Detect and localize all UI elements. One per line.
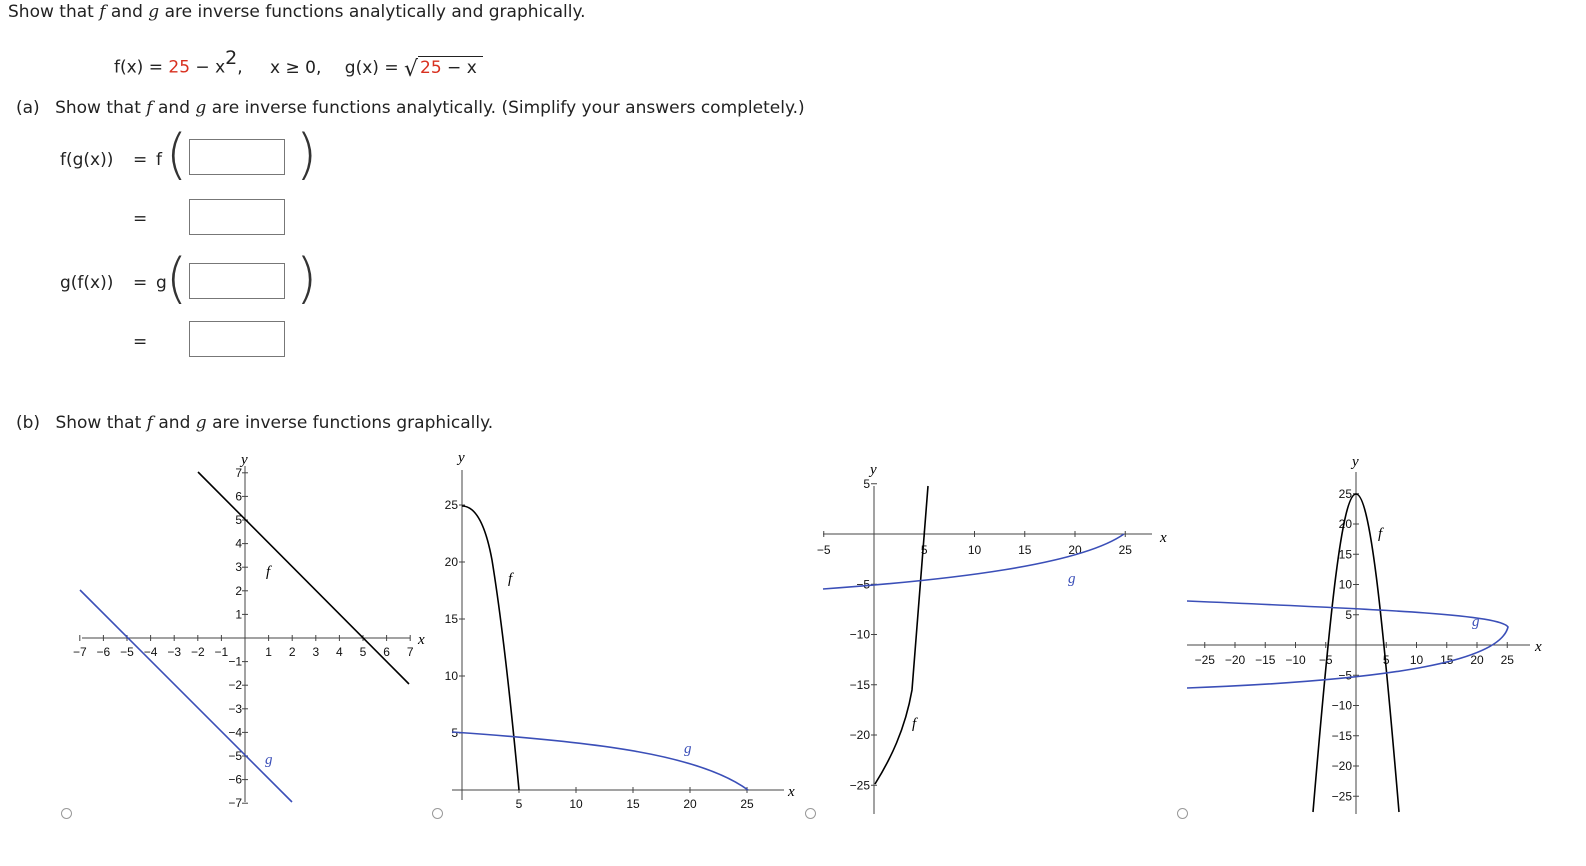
y-tick-label: 7	[235, 465, 242, 480]
open-paren: (	[166, 123, 188, 186]
f-symbol: f	[146, 413, 153, 433]
close-paren: )	[296, 123, 318, 186]
graph4-x-axis-label: x	[1535, 639, 1542, 655]
y-tick-label: 5	[863, 476, 870, 491]
graph-option-1[interactable]	[60, 448, 430, 808]
x-tick-label: 2	[288, 645, 296, 659]
x-tick-label: 10	[967, 543, 982, 557]
g-symbol: g	[195, 413, 207, 433]
equals-sign: =	[133, 332, 148, 352]
question-prompt	[8, 2, 586, 22]
graph2-x-axis-label: x	[788, 784, 795, 800]
g-definition-label: g(x) =	[344, 57, 399, 78]
part-a-label: (a)	[16, 98, 40, 118]
part-a-prompt	[16, 98, 805, 118]
gf-inner-input[interactable]	[189, 263, 285, 299]
part-a-text: Show that	[55, 98, 141, 118]
graph3-y-axis-label: y	[870, 462, 877, 478]
y-tick-label: 5	[1345, 607, 1352, 622]
x-tick-label: −25	[1194, 653, 1215, 667]
x-tick-label: 1	[265, 645, 272, 659]
y-tick-label: −25	[849, 778, 870, 793]
prompt-text: Show that	[8, 2, 94, 22]
f-symbol: f	[99, 2, 106, 22]
and-text: and	[158, 98, 190, 118]
y-tick-label: −5	[856, 577, 870, 592]
x-tick-label: 7	[406, 645, 414, 659]
y-tick-label: 25	[1338, 486, 1352, 501]
x-tick-label: 15	[1018, 543, 1032, 557]
graph4-axes	[1187, 472, 1530, 814]
y-tick-label: 2	[235, 583, 242, 598]
graph3-axes	[823, 486, 1152, 814]
graph1-y-axis-label: y	[241, 452, 248, 468]
x-tick-label: 5	[920, 543, 928, 557]
y-tick-label: −7	[228, 796, 242, 808]
close-paren: )	[296, 247, 318, 310]
and-text: and	[110, 2, 143, 22]
f-rest: − x	[195, 57, 226, 78]
y-tick-label: −3	[228, 701, 242, 716]
fg-label: f(g(x))	[60, 150, 114, 170]
graph3-g-label: g	[1068, 571, 1076, 587]
graph2-x-ticks	[516, 787, 754, 811]
x-tick-label: 5	[359, 645, 367, 659]
gf-label: g(f(x))	[60, 273, 114, 293]
x-tick-label: 10	[1409, 653, 1424, 667]
x-tick-label: 15	[626, 797, 640, 811]
fg-result-input[interactable]	[189, 199, 285, 235]
x-tick-label: 3	[312, 645, 320, 659]
function-definitions	[114, 47, 483, 82]
x-tick-label: 4	[336, 645, 343, 659]
fg-inner-input[interactable]	[189, 139, 285, 175]
x-tick-label: −10	[1285, 653, 1306, 667]
equals-sign: =	[133, 209, 148, 229]
g-symbol: g	[148, 2, 160, 22]
x-tick-label: 25	[1500, 653, 1514, 667]
y-tick-label: −5	[228, 749, 242, 763]
part-a-text-end: are inverse functions analytically. (Simplify your answers completely.)	[211, 98, 805, 118]
y-tick-label: 15	[1338, 547, 1352, 562]
y-tick-label: 20	[444, 555, 458, 569]
y-tick-label: −20	[1331, 759, 1352, 773]
part-b-prompt	[16, 413, 493, 433]
x-tick-label: −1	[214, 645, 229, 659]
graph1-axes	[82, 466, 410, 802]
x-tick-label: −4	[143, 645, 158, 659]
x-tick-label: −5	[120, 645, 134, 659]
graph4-g-label: g	[1472, 614, 1480, 630]
graph3-x-ticks	[817, 531, 1132, 557]
f-exponent: 2	[225, 47, 238, 69]
graph-option-4[interactable]	[1177, 448, 1557, 818]
graph1-f-label: f	[266, 564, 271, 580]
graph3-f-curve	[875, 486, 928, 784]
g-radicand-number: 25	[420, 57, 442, 78]
x-tick-label: 25	[740, 797, 754, 811]
open-paren: (	[166, 247, 188, 310]
y-tick-label: 20	[1338, 517, 1352, 531]
y-tick-label: 10	[444, 669, 458, 683]
f-domain: x ≥ 0,	[270, 57, 322, 78]
graph1-g-label: g	[265, 752, 273, 768]
graph-option-2[interactable]	[432, 448, 804, 818]
y-tick-label: −2	[228, 678, 242, 693]
graph2-y-axis-label: y	[458, 450, 465, 466]
gf-result-input[interactable]	[189, 321, 285, 357]
prompt-end-text: are inverse functions analytically and graphically.	[164, 2, 586, 22]
graph4-x-ticks	[1195, 642, 1515, 667]
graph1-g-line	[80, 590, 292, 802]
part-b-text: Show that	[55, 413, 142, 433]
part-b-text-end: are inverse functions graphically.	[212, 413, 494, 433]
x-tick-label: −20	[1224, 653, 1246, 667]
y-tick-label: 15	[444, 612, 458, 626]
y-tick-label: −15	[849, 677, 870, 692]
x-tick-label: −7	[72, 645, 87, 659]
x-tick-label: −5	[1318, 653, 1333, 667]
equals-sign: =	[133, 150, 148, 170]
y-tick-label: −25	[1331, 789, 1352, 804]
f-symbol: f	[146, 98, 153, 118]
sqrt-icon: √	[403, 56, 418, 82]
graph2-g-curve	[452, 732, 748, 790]
y-tick-label: 25	[444, 498, 458, 512]
graph-option-1-radio[interactable]	[61, 808, 72, 819]
part-b-label: (b)	[16, 413, 41, 433]
x-tick-label: 20	[683, 797, 697, 811]
y-tick-label: 1	[235, 607, 242, 622]
x-tick-label: −6	[96, 645, 111, 659]
x-tick-label: 10	[569, 797, 583, 811]
y-tick-label: −5	[1338, 668, 1352, 683]
graph2-g-label: g	[684, 741, 692, 757]
x-tick-label: 20	[1068, 543, 1082, 557]
f-constant: 25	[168, 57, 191, 78]
y-tick-label: −1	[228, 654, 242, 669]
x-tick-label: 25	[1118, 543, 1132, 557]
graph3-f-label: f	[912, 716, 917, 732]
y-tick-label: −6	[228, 772, 242, 787]
graph-option-3[interactable]	[805, 448, 1177, 818]
graph4-y-axis-label: y	[1352, 454, 1359, 470]
x-tick-label: 5	[1382, 653, 1390, 667]
graph1-x-axis-label: x	[418, 632, 425, 648]
and-text: and	[158, 413, 191, 433]
f-definition-label: f(x) =	[114, 57, 163, 78]
x-tick-label: 5	[515, 797, 523, 811]
y-tick-label: −4	[228, 725, 242, 740]
y-tick-label: −20	[849, 728, 870, 742]
g-symbol: g	[195, 98, 207, 118]
graph3-x-axis-label: x	[1160, 530, 1167, 546]
graph4-f-label: f	[1378, 526, 1383, 542]
x-tick-label: −2	[190, 645, 205, 659]
x-tick-label: −5	[816, 543, 831, 557]
graph2-f-label: f	[508, 571, 513, 587]
y-tick-label: 5	[451, 726, 458, 740]
y-tick-label: 6	[235, 489, 242, 504]
y-tick-label: 3	[235, 560, 242, 575]
y-tick-label: 10	[1338, 577, 1352, 592]
graph3-y-ticks	[850, 477, 877, 793]
y-tick-label: −10	[1331, 698, 1352, 713]
graph1-f-line	[198, 472, 409, 684]
g-radicand	[418, 56, 483, 78]
g-outer-label: g	[156, 273, 167, 293]
x-tick-label: −3	[167, 645, 182, 659]
y-tick-label: −15	[1331, 728, 1352, 743]
comma: ,	[237, 57, 243, 78]
y-tick-label: 4	[235, 536, 242, 551]
y-tick-label: 5	[235, 513, 242, 527]
x-tick-label: 6	[383, 645, 390, 659]
x-tick-label: −15	[1255, 653, 1276, 667]
x-tick-label: 20	[1470, 653, 1484, 667]
equals-sign: =	[133, 273, 148, 293]
g-radicand-rest: − x	[447, 57, 477, 78]
x-tick-label: 15	[1440, 653, 1454, 667]
f-outer-label: f	[156, 150, 162, 170]
graph2-f-curve	[462, 506, 519, 790]
y-tick-label: −10	[849, 627, 870, 642]
